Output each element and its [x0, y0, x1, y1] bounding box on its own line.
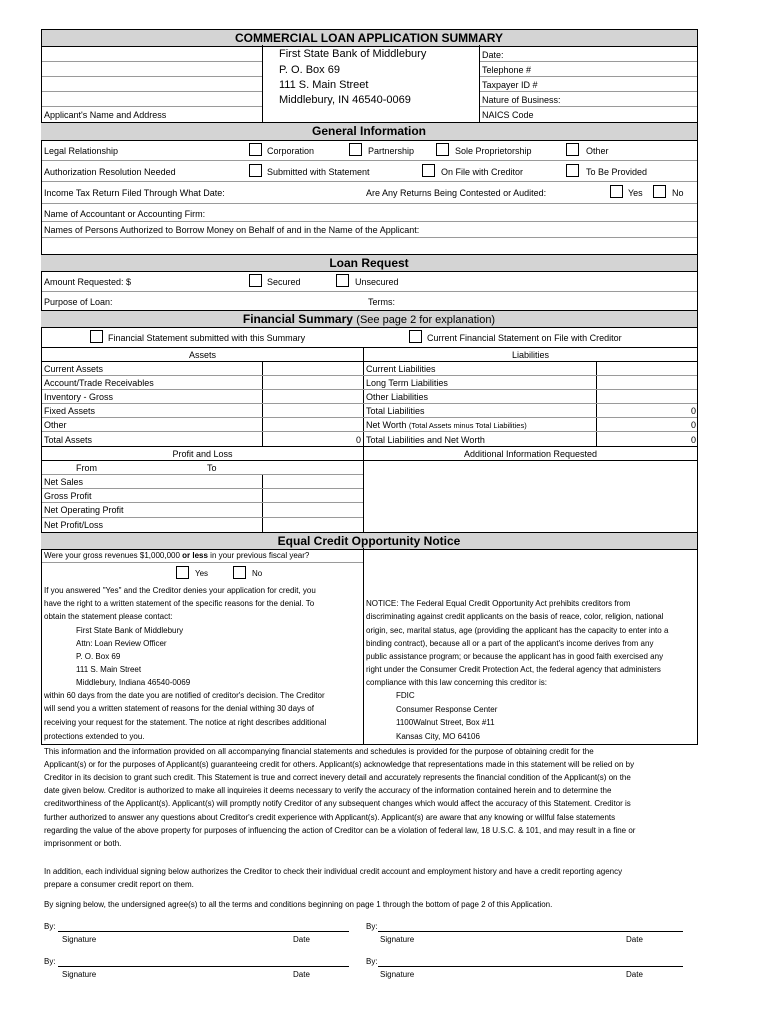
- cert-line-6: further authorized to answer any questions about Creditor's credit experience with Applicant(s). Applicant(s) are aware that any knowing or willful false statements: [44, 813, 616, 822]
- ecoa-yes-checkbox[interactable]: [176, 566, 189, 579]
- agency-line-2: Consumer Response Center: [396, 705, 498, 714]
- signature-line-1[interactable]: [58, 931, 349, 932]
- ecoa-question-bold: or less: [182, 551, 208, 560]
- form-title: COMMERCIAL LOAN APPLICATION SUMMARY: [235, 31, 503, 45]
- sole-proprietorship-checkbox[interactable]: [436, 143, 449, 156]
- financial-summary-note: (See page 2 for explanation): [356, 314, 496, 326]
- cert-line-3: Creditor in its decision to grant such credit. This Statement is true and correct inevery detail and accurately represents the financial condition of the Applicant(s) on the: [44, 773, 631, 782]
- row-divider: [42, 474, 363, 475]
- notice-line-3: origin, sec, marital status, age (providing the applicant has the capacity to enter into a: [366, 626, 669, 635]
- contested-yes-checkbox[interactable]: [610, 185, 623, 198]
- net-sales-label: Net Sales: [44, 477, 84, 487]
- date-label-4: Date: [626, 970, 643, 979]
- additional-info-header: Additional Information Requested: [463, 449, 598, 459]
- ecoa-question-pre: Were your gross revenues $1,000,000: [44, 551, 183, 560]
- corporation-label: Corporation: [267, 146, 315, 156]
- row-divider: [42, 417, 697, 418]
- ecoa-question: [44, 550, 309, 561]
- corporation-checkbox[interactable]: [249, 143, 262, 156]
- fixed-assets-label: Fixed Assets: [44, 406, 96, 416]
- ecoa-heading: Equal Credit Opportunity Notice: [277, 534, 461, 548]
- applicant-label: Applicant's Name and Address: [44, 110, 167, 120]
- net-operating-profit-label: Net Operating Profit: [44, 505, 124, 515]
- row-divider: [42, 203, 697, 204]
- ecoa-bar: [41, 532, 697, 550]
- receivables-label: Account/Trade Receivables: [44, 378, 154, 388]
- secured-label: Secured: [267, 277, 301, 287]
- row-divider: [42, 361, 697, 362]
- purpose-label: Purpose of Loan:: [44, 297, 113, 307]
- unsecured-checkbox[interactable]: [336, 274, 349, 287]
- current-liabilities-label: Current Liabilities: [366, 364, 436, 374]
- to-be-provided-label: To Be Provided: [586, 167, 648, 177]
- contested-yes-label: Yes: [628, 188, 643, 198]
- secured-checkbox[interactable]: [249, 274, 262, 287]
- from-label: From: [76, 463, 97, 473]
- applicant-line-1[interactable]: [42, 61, 262, 62]
- returns-contested-label: Are Any Returns Being Contested or Audited:: [366, 188, 547, 198]
- telephone-line: [480, 76, 697, 77]
- ecoa-no-label: No: [252, 569, 263, 578]
- row-divider: [364, 460, 697, 461]
- notice-line-6: right under the Consumer Credit Protection Act, the federal agency that administers: [366, 665, 661, 674]
- other-assets-label: Other: [44, 420, 67, 430]
- partnership-checkbox[interactable]: [349, 143, 362, 156]
- row-divider: [42, 347, 697, 348]
- date-label-2: Date: [626, 935, 643, 944]
- ecoa-left-line-2: have the right to a written statement of the specific reasons for the denial. To: [44, 599, 315, 608]
- cert-line-1: This information and the information provided on all accompanying financial statements and schedules is provided for the purpose of obtaining credit for the: [44, 747, 594, 756]
- signature-line-4[interactable]: [378, 966, 683, 967]
- row-divider: [42, 375, 697, 376]
- by-label-2: By:: [366, 922, 378, 931]
- row-divider: [42, 403, 697, 404]
- row-divider: [42, 446, 697, 447]
- sole-proprietorship-label: Sole Proprietorship: [455, 146, 532, 156]
- ecoa-contact-1: First State Bank of Middlebury: [76, 626, 184, 635]
- row-divider: [42, 181, 697, 182]
- financial-summary-heading: Financial Summary: [242, 312, 353, 326]
- ecoa-contact-3: P. O. Box 69: [76, 652, 121, 661]
- row-divider: [363, 446, 364, 533]
- on-file-checkbox[interactable]: [422, 164, 435, 177]
- to-be-provided-checkbox[interactable]: [566, 164, 579, 177]
- total-liabilities-label: Total Liabilities: [366, 406, 425, 416]
- total-liab-net-worth-label: Total Liabilities and Net Worth: [366, 435, 485, 445]
- nature-of-business-field[interactable]: Nature of Business:: [482, 95, 561, 105]
- form-title-bar: [41, 29, 697, 47]
- net-worth-label: [366, 419, 527, 432]
- gross-profit-label: Gross Profit: [44, 491, 92, 501]
- auth-line-2: prepare a consumer credit report on them.: [44, 880, 194, 889]
- fs-submitted-label: Financial Statement submitted with this Summary: [108, 333, 306, 343]
- row-divider: [42, 562, 363, 563]
- applicant-line-3[interactable]: [42, 91, 262, 92]
- submitted-statement-label: Submitted with Statement: [267, 167, 370, 177]
- other-liabilities-label: Other Liabilities: [366, 392, 429, 402]
- header-divider-2: [479, 45, 480, 122]
- row-divider: [42, 488, 363, 489]
- bank-box: P. O. Box 69: [279, 64, 340, 76]
- financial-summary-bar: [41, 310, 697, 328]
- applicant-line-4[interactable]: [42, 106, 262, 107]
- ecoa-yes-label: Yes: [195, 569, 209, 578]
- row-divider: [42, 160, 697, 161]
- ecoa-contact-2: Attn: Loan Review Officer: [76, 639, 167, 648]
- loan-request-heading: Loan Request: [329, 256, 409, 270]
- on-file-label: On File with Creditor: [441, 167, 524, 177]
- long-term-liabilities-label: Long Term Liabilities: [366, 378, 448, 388]
- fs-on-file-checkbox[interactable]: [409, 330, 422, 343]
- accountant-label: Name of Accountant or Accounting Firm:: [44, 209, 206, 219]
- by-label-3: By:: [44, 957, 56, 966]
- profit-loss-header: Profit and Loss: [172, 449, 233, 459]
- frame-right: [697, 29, 698, 745]
- cert-line-8: imprisonment or both.: [44, 839, 122, 848]
- cert-line-5: creditworthiness of the Applicant(s). Applicant(s) will promptly notify Creditor of any subsequent changes which would affect the accuracy of this Statement. Creditor is: [44, 799, 631, 808]
- by-label-1: By:: [44, 922, 56, 931]
- net-worth-text: Net Worth: [366, 420, 407, 430]
- row-divider: [262, 474, 263, 533]
- notice-line-2: discriminating against credit applicants on the basis of reace, color, religion, national: [366, 612, 664, 621]
- authorized-persons-label: Names of Persons Authorized to Borrow Money on Behalf of and in the Name of the Applicant:: [44, 225, 420, 235]
- date-line: [480, 61, 697, 62]
- applicant-line-2[interactable]: [42, 76, 262, 77]
- cert-line-4: date given below. Creditor is authorized to make all inquireies it deems necessary to verify the accuracy of the information contained herein and to determine the: [44, 786, 612, 795]
- current-assets-label: Current Assets: [44, 364, 104, 374]
- naics-code-field[interactable]: NAICS Code: [482, 110, 534, 120]
- contested-no-label: No: [672, 188, 684, 198]
- by-label-4: By:: [366, 957, 378, 966]
- contested-no-checkbox[interactable]: [653, 185, 666, 198]
- header-divider-1: [262, 45, 263, 122]
- ecoa-contact-5: Middlebury, Indiana 46540-0069: [76, 678, 191, 687]
- bank-street: 111 S. Main Street: [279, 79, 369, 91]
- ecoa-left-tail-2: will send you a written statement of reasons for the denial withing 30 days of: [44, 704, 314, 713]
- signature-line-3[interactable]: [58, 966, 349, 967]
- general-info-bar: [41, 122, 697, 141]
- loan-request-bar: [41, 254, 697, 272]
- date-field[interactable]: Date:: [482, 50, 504, 60]
- cert-line-2: Applicant(s) or for the purposes of Applicant(s) guaranteeing credit for others. Applicant(s) acknowledge that representations made in this statement will be relied on by: [44, 760, 635, 769]
- inventory-label: Inventory - Gross: [44, 392, 114, 402]
- agency-line-4: Kansas City, MO 64106: [396, 732, 480, 741]
- ecoa-contact-4: 111 S. Main Street: [76, 665, 142, 674]
- legal-relationship-label: Legal Relationship: [44, 146, 119, 156]
- net-worth-note: (Total Assets minus Total Liabilities): [408, 421, 527, 430]
- signature-label-4: Signature: [380, 970, 415, 979]
- notice-line-1: NOTICE: The Federal Equal Credit Opportunity Act prehibits creditors from: [366, 599, 631, 608]
- taxpayer-id-field[interactable]: Taxpayer ID #: [482, 80, 538, 90]
- row-divider: [42, 237, 697, 238]
- nature-line: [480, 106, 697, 107]
- general-info-heading: General Information: [311, 124, 427, 138]
- notice-line-4: binding contract), because all or a part of the applicant's income derives from any: [366, 639, 654, 648]
- assets-header: Assets: [188, 350, 216, 360]
- financial-summary-title: [41, 311, 697, 328]
- signature-line-2[interactable]: [378, 931, 683, 932]
- unsecured-label: Unsecured: [355, 277, 399, 287]
- signature-label-1: Signature: [62, 935, 97, 944]
- agency-line-1: FDIC: [396, 691, 415, 700]
- fs-on-file-label: Current Financial Statement on File with Creditor: [427, 333, 622, 343]
- row-divider: [41, 744, 698, 745]
- cert-line-7: regarding the value of the above property for purposes of influencing the action of Creditor can be a violation of federal law, 18 U.S.C. & 101, and may result in a fine or: [44, 826, 636, 835]
- total-liabilities-value: 0: [690, 406, 696, 416]
- telephone-field[interactable]: Telephone #: [482, 65, 532, 75]
- row-divider: [42, 460, 363, 461]
- ecoa-left-line-1: If you answered "Yes" and the Creditor denies your application for credit, you: [44, 586, 316, 595]
- fs-submitted-checkbox[interactable]: [90, 330, 103, 343]
- partnership-label: Partnership: [368, 146, 415, 156]
- signature-label-2: Signature: [380, 935, 415, 944]
- terms-label: Terms:: [368, 297, 395, 307]
- income-tax-label: Income Tax Return Filed Through What Date:: [44, 188, 225, 198]
- ecoa-left-tail-4: protections extended to you.: [44, 732, 145, 741]
- total-assets-label: Total Assets: [44, 435, 93, 445]
- bank-name: First State Bank of Middlebury: [279, 48, 427, 60]
- net-profit-loss-label: Net Profit/Loss: [44, 520, 104, 530]
- row-divider: [42, 502, 363, 503]
- other-checkbox[interactable]: [566, 143, 579, 156]
- ecoa-question-post: in your previous fiscal year?: [207, 551, 310, 560]
- row-divider: [363, 548, 364, 745]
- signature-label-3: Signature: [62, 970, 97, 979]
- row-divider: [42, 221, 697, 222]
- ecoa-left-tail-3: receiving your request for the statement. The notice at right describes additional: [44, 718, 327, 727]
- total-liab-net-worth-value: 0: [690, 435, 696, 445]
- taxpayer-line: [480, 91, 697, 92]
- other-label: Other: [586, 146, 609, 156]
- amount-requested-label: Amount Requested: $: [44, 277, 132, 287]
- ecoa-left-line-3: obtain the statement please contact:: [44, 612, 173, 621]
- submitted-statement-checkbox[interactable]: [249, 164, 262, 177]
- notice-line-5: public assistance program; or because the applicant has in good faith exercised any: [366, 652, 664, 661]
- agency-line-3: 1100Walnut Street, Box #11: [396, 718, 495, 727]
- date-label-3: Date: [293, 970, 310, 979]
- auth-line-1: In addition, each individual signing below authorizes the Creditor to check their individual credit account and employment history and have a credit reporting agency: [44, 867, 623, 876]
- row-divider: [42, 517, 363, 518]
- net-worth-value: 0: [690, 420, 696, 430]
- bank-city: Middlebury, IN 46540-0069: [279, 94, 411, 106]
- liabilities-header: Liabilities: [511, 350, 550, 360]
- total-assets-value: 0: [355, 435, 361, 445]
- agreement-line: By signing below, the undersigned agree(s) to all the terms and conditions beginning on page 1 through the bottom of page 2 of this Application.: [44, 900, 553, 909]
- row-divider: [42, 291, 697, 292]
- ecoa-no-checkbox[interactable]: [233, 566, 246, 579]
- authorization-label: Authorization Resolution Needed: [44, 167, 176, 177]
- row-divider: [42, 389, 697, 390]
- date-label-1: Date: [293, 935, 310, 944]
- notice-line-7: compliance with this law concerning this creditor is:: [366, 678, 547, 687]
- to-label: To: [207, 463, 217, 473]
- ecoa-left-tail-1: within 60 days from the date you are notified of creditor's decision. The Creditor: [44, 691, 325, 700]
